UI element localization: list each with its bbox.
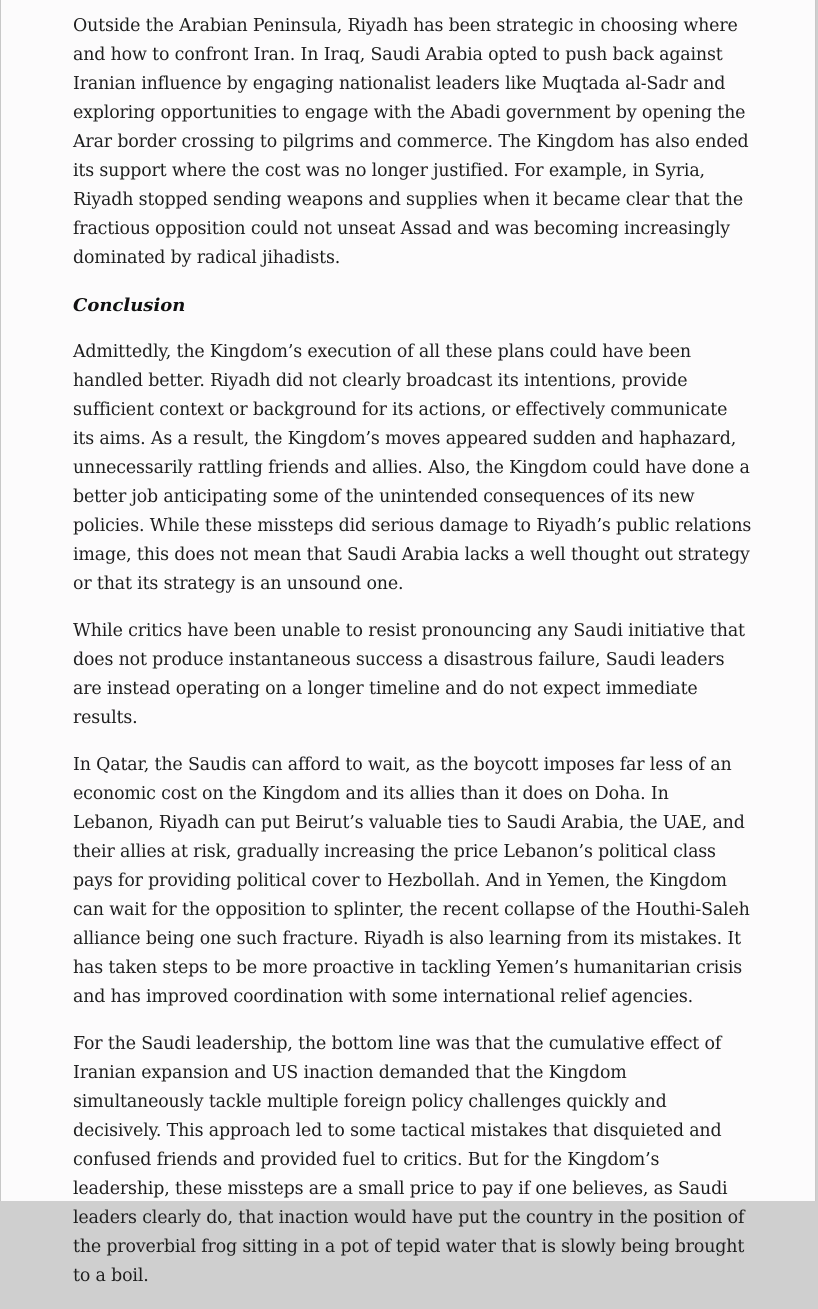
paragraph-in-qatar: In Qatar, the Saudis can afford to wait, as the boycott imposes far less of an economic cost on the Kingdom and its allies than it does on Doha. In Lebanon, Riyadh can put Beirut’s valuable ties to Saudi Arabia, the UAE, and their allies at risk, gradually increasing the price Lebanon’s political class pays for providing political cover to Hezbollah. And in Yemen, the Kingdom can wait for the opposition to splinter, the recent collapse of the Houthi-Saleh alliance being one such fracture. Riyadh is also learning from its mistakes. It has taken steps to be more proactive in tackling Yemen’s humanitarian crisis and has improved coordination with some international relief agencies. <box>73 755 750 1007</box>
section-heading-conclusion: Conclusion <box>73 295 186 316</box>
paragraph-admittedly: Admittedly, the Kingdom’s execution of all these plans could have been handled better. Riyadh did not clearly broadcast its intentions, provide sufficient context or background for its actions, or effectively communicate its aims. As a result, the Kingdom’s moves appeared sudden and haphazard, unnecessarily rattling friends and allies. Also, the Kingdom could have done a better job anticipating some of the unintended consequences of its new policies. While these missteps did serious damage to Riyadh’s public relations image, this does not mean that Saudi Arabia lacks a well thought out strategy or that its strategy is an unsound one. <box>73 342 752 594</box>
article-body <box>73 12 753 1309</box>
paragraph-while-critics: While critics have been unable to resist pronouncing any Saudi initiative that does not produce instantaneous success a disastrous failure, Saudi leaders are instead operating on a longer timeline and do not expect immediate results. <box>73 621 745 728</box>
paragraph-bottom-line: For the Saudi leadership, the bottom line was that the cumulative effect of Iranian expansion and US inaction demanded that the Kingdom simultaneously tackle multiple foreign policy challenges quickly and decisively. This approach led to some tactical mistakes that disquieted and confused friends and provided fuel to critics. But for the Kingdom’s leadership, these missteps are a small price to pay if one believes, as Saudi leaders clearly do, that inaction would have put the country in the position of the proverbial frog sitting in a pot of tepid water that is slowly being brought to a boil. <box>73 1034 745 1286</box>
paragraph-outside-arabian-peninsula: Outside the Arabian Peninsula, Riyadh has been strategic in choosing where and how to confront Iran. In Iraq, Saudi Arabia opted to push back against Iranian influence by engaging nationalist leaders like Muqtada al-Sadr and exploring opportunities to engage with the Abadi government by opening the Arar border crossing to pilgrims and commerce. The Kingdom has also ended its support where the cost was no longer justified. For example, in Syria, Riyadh stopped sending weapons and supplies when it became clear that the fractious opposition could not unseat Assad and was becoming increasingly dominated by radical jihadists. <box>73 16 749 268</box>
